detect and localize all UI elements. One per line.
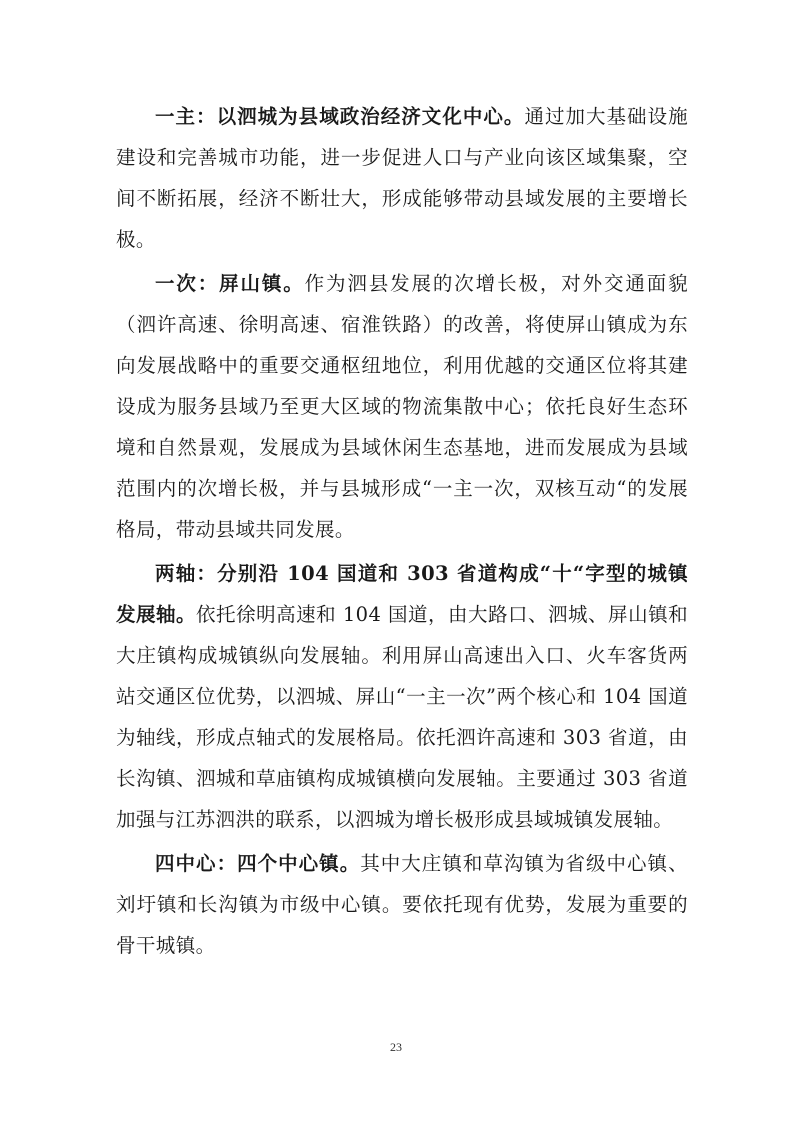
paragraph-text: 其中大庄镇和草沟镇为省级中心镇、刘圩镇和长沟镇为市级中心镇。要依托现有优势，发展为重要的骨干城镇。 [116, 852, 688, 957]
paragraph-heading: 四中心：四个中心镇。 [155, 852, 361, 875]
paragraph-text: 作为泗县发展的次增长极，对外交通面貌（泗许高速、徐明高速、宿淮铁路）的改善，将使屏山镇成为东向发展战略中的重要交通枢纽地位，利用优越的交通区位将其建设成为服务县域乃至更大区域的物流集散中心；依托良好生态环境和自然景观，发展成为县域休闲生态基地，进而发展成为县域范围内的次增长极，并与县城形成“一主一次，双核互动“的发展格局，带动县域共同发展。 [116, 272, 688, 541]
paragraph-text: 依托徐明高速和 104 国道，由大路口、泗城、屏山镇和大庄镇构成城镇纵向发展轴。利用屏山高速出入口、火车客货两站交通区位优势，以泗城、屏山“一主一次”两个核心和 104 国道为轴线，形成点轴式的发展格局。依托泗许高速和 303 省道，由长沟镇、泗城和草庙镇构成城镇横向发展轴。主要通过 303 省道加强与江苏泗洪的联系，以泗城为增长极形成县域城镇发展轴。 [116, 603, 688, 831]
paragraph-heading: 两轴：分别沿 104 国道和 303 省道构成“十“字型的城镇发展轴。 [116, 562, 688, 626]
page-number: 23 [390, 1040, 402, 1054]
paragraph-heading: 一次：屏山镇。 [155, 272, 305, 295]
page-body [116, 96, 688, 969]
paragraph-four-centers [116, 843, 688, 966]
paragraph-one-main [116, 96, 688, 260]
paragraph-two-axes [116, 553, 688, 840]
paragraph-heading: 一主：以泗城为县域政治经济文化中心。 [155, 105, 525, 128]
paragraph-one-secondary [116, 263, 688, 550]
paragraph-text: 通过加大基础设施建设和完善城市功能，进一步促进人口与产业向该区域集聚，空间不断拓展，经济不断壮大，形成能够带动县域发展的主要增长极。 [116, 105, 689, 251]
